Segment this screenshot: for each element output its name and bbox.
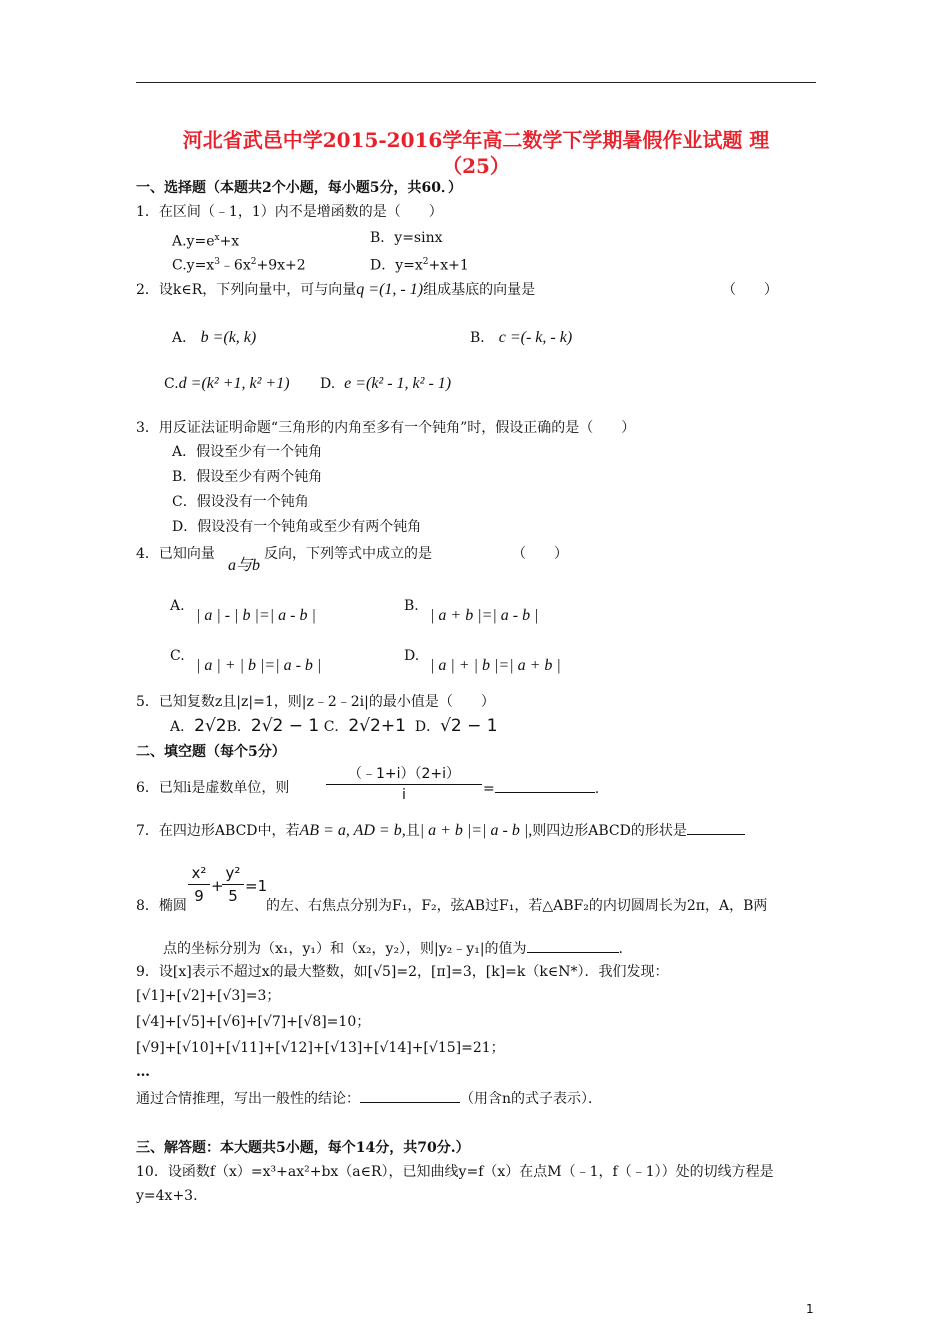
doc-title-number: （25） [442, 154, 510, 178]
question-8: 8．椭圆 [136, 898, 187, 914]
question-7: 7．在四边形ABCD中，若AB = a, AD = b,且| a + b |=| a - b |,则四边形ABCD的形状是 [136, 820, 745, 841]
q8-fraction-x [188, 862, 210, 907]
q1-option-d: D．$y=x^2+x+1$ [370, 257, 469, 274]
question-3: 3．用反证法证明命题“三角形的内角至多有一个钝角”时，假设正确的是（ ） [136, 420, 636, 436]
q6-numerator: （﹣1+i）（2+i） [347, 766, 461, 782]
q4-option-c: | a | + | b |=| a - b | [196, 657, 322, 674]
q1-option-a: $A.y=e^x+x$ [172, 233, 240, 250]
question-5: 5．已知复数z且|z|=1，则|z﹣2﹣2i|的最小值是（ ） [136, 694, 495, 710]
q3-option-a: A．假设至少有一个钝角 [172, 444, 323, 460]
q4-option-d-label: D. [404, 648, 420, 664]
q4-option-b: | a + b |=| a - b | [430, 607, 539, 624]
q8-stem: 的左、右焦点分别为F₁，F₂，弦AB过F₁，若△ABF₂的内切圆周长为2π，A，B两 [266, 898, 768, 914]
section-3-heading: 三、解答题：本大题共5小题，每个14分，共70分.） [136, 1140, 470, 1156]
q8-y-squared: y² [225, 864, 241, 882]
question-9: 9．设[x]表示不超过x的最大整数，如[√5]=2，[π]=3，[k]=k（k∈N*）．我们发现： [136, 964, 669, 980]
q4-stem-tail: 反向，下列等式中成立的是 [264, 546, 432, 562]
q1-option-b: B．y=sinx [370, 230, 443, 246]
section-2-heading: 二、填空题（每个5分） [136, 744, 286, 760]
q2-answer-paren: （ ） [722, 282, 778, 298]
header-rule [136, 82, 816, 83]
question-4: 4．已知向量 [136, 546, 215, 562]
q4-option-b-label: B. [404, 598, 419, 614]
q8-line-2: 点的坐标分别为（x₁，y₁）和（x₂，y₂），则|y₂﹣y₁|的值为 . [163, 938, 623, 959]
q8-denominator-9: 9 [188, 884, 210, 907]
q8-plus: + [211, 877, 224, 895]
q6-fraction [326, 764, 482, 805]
q5-options: A．2√2B．2√2 − 1 C．2√2+1 D．√2 − 1 [170, 716, 498, 736]
q2-option-c: C.d =(k² +1, k² +1) [164, 375, 290, 392]
question-10: 10．设函数f（x）=x³+ax²+bx（a∈R），已知曲线y=f（x）在点M（﹣1，f（﹣1））处的切线方程是 [136, 1164, 774, 1180]
q6-denominator: i [326, 784, 482, 805]
q2-option-a: A． b =(k, k) [172, 329, 257, 346]
q9-row-1: [√1]+[√2]+[√3]=3； [136, 988, 281, 1004]
q9-row-3: [√9]+[√10]+[√11]+[√12]+[√13]+[√14]+[√15]=21； [136, 1040, 505, 1056]
question-1: 1．在区间（﹣1，1）内不是增函数的是（ ） [136, 204, 443, 220]
q4-answer-paren: （ ） [512, 546, 568, 562]
q6-answer-line: = . [483, 778, 599, 799]
q9-ellipsis: … [136, 1064, 150, 1080]
q4-option-a-label: A. [170, 598, 185, 614]
q10-line-2: y=4x+3. [136, 1188, 198, 1204]
doc-title: 河北省武邑中学2015-2016学年高二数学下学期暑假作业试题 理 [182, 128, 770, 152]
q4-option-c-label: C. [170, 648, 185, 664]
q8-fraction-y [222, 862, 244, 907]
q9-row-2: [√4]+[√5]+[√6]+[√7]+[√8]=10； [136, 1014, 371, 1030]
q3-option-d: D．假设没有一个钝角或至少有两个钝角 [172, 519, 422, 535]
page-number: 1 [806, 1302, 814, 1316]
q1-option-c: $C.y=x^3﹣6x^2+9x+2$ [172, 257, 306, 274]
q2-option-b: B． c =(- k, - k) [470, 329, 573, 346]
q9-conclusion: 通过合情推理，写出一般性的结论： （用含n的式子表示）． [136, 1088, 602, 1109]
q3-option-b: B．假设至少有两个钝角 [172, 469, 323, 485]
q8-x-squared: x² [191, 864, 207, 882]
q4-option-a: | a | - | b |=| a - b | [196, 607, 316, 624]
q8-denominator-5: 5 [222, 884, 244, 907]
q4-vectors: a与b [228, 557, 261, 574]
question-6: 6．已知i是虚数单位，则 [136, 780, 290, 796]
question-2: 2．设k∈R，下列向量中，可与向量q =(1, - 1)组成基底的向量是 [136, 281, 536, 298]
q2-option-d: D. e =(k² - 1, k² - 1) [320, 375, 452, 392]
q4-option-d: | a | + | b |=| a + b | [430, 657, 561, 674]
q3-option-c: C．假设没有一个钝角 [172, 494, 309, 510]
section-1-heading: 一、选择题（本题共2个小题，每小题5分，共60．） [136, 180, 462, 196]
q8-equals-one: =1 [245, 877, 268, 895]
